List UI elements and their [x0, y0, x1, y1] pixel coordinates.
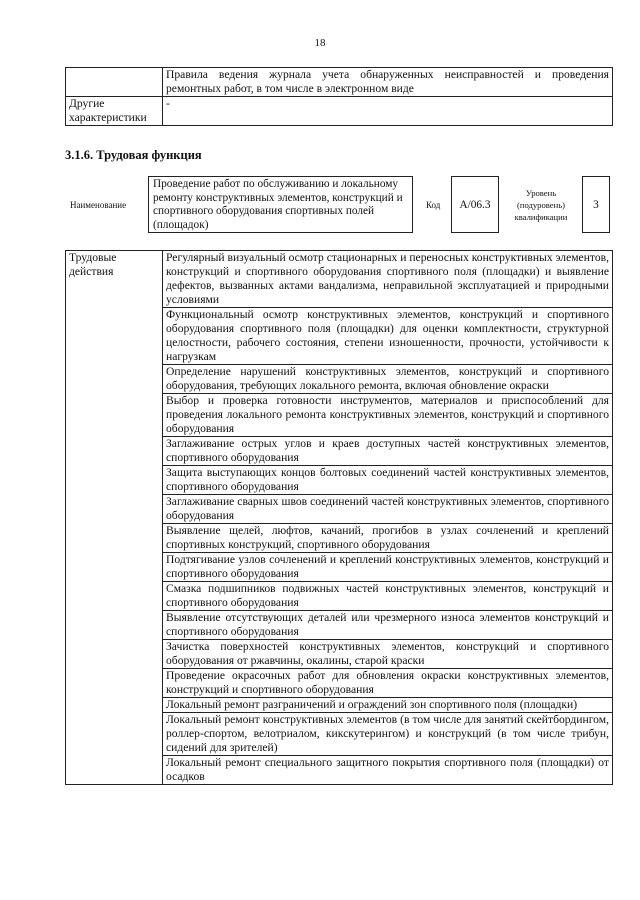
function-code — [451, 176, 499, 233]
function-name: Проведение работ по обслуживанию и локальному ремонту конструктивных элементов, конструкций и спортивного оборудования спортивных полей (площадок) — [148, 176, 413, 233]
table-row — [66, 68, 613, 97]
labor-actions-table — [65, 250, 613, 785]
level-value: 3 — [593, 198, 599, 211]
previous-function-table — [65, 67, 613, 126]
labor-action-item: Выявление отсутствующих деталей или чрезмерного износа элементов конструкций и спортивного оборудования — [163, 611, 613, 640]
page-number: 18 — [314, 37, 326, 49]
qualification-level — [582, 176, 610, 233]
labor-action-item: Выбор и проверка готовности инструментов, материалов и приспособлений для проведения локального ремонта конструктивных элементов, конструкций и спортивного оборудования — [163, 394, 613, 437]
labor-action-item: Выявление щелей, люфтов, качаний, прогибов в узлах сочленений и креплений спортивных конструкций, спортивного оборудования — [163, 524, 613, 553]
code-value: А/06.3 — [459, 198, 491, 211]
name-label: Наименование — [70, 200, 127, 210]
row-value: - — [163, 97, 613, 126]
labor-action-item: Заглаживание острых углов и краев доступных частей конструктивных элементов, спортивного оборудования — [163, 437, 613, 466]
table-row — [66, 97, 613, 126]
code-label: Код — [426, 200, 441, 210]
labor-action-item: Локальный ремонт разграничений и ограждений зон спортивного поля (площадки) — [163, 698, 613, 713]
labor-action-item: Зачистка поверхностей конструктивных элементов, конструкций и спортивного оборудования от ржавчины, окалины, старой краски — [163, 640, 613, 669]
qualification-level-label: Уровень (подуровень) квалификации — [514, 188, 568, 222]
row-value: Правила ведения журнала учета обнаруженных неисправностей и проведения ремонтных работ, в том числе в электронном виде — [163, 68, 613, 97]
labor-action-item: Смазка подшипников подвижных частей конструктивных элементов, конструкций и спортивного оборудования — [163, 582, 613, 611]
labor-actions-label: Трудовые действия — [66, 251, 163, 785]
labor-action-item: Функциональный осмотр конструктивных элементов, конструкций и спортивного оборудования спортивного поля (площадки) для оценки комплектности, структурной целостности, рабочего состояния, степени изношенности, прочности, устойчивости к нагрузкам — [163, 308, 613, 365]
labor-action-item: Защита выступающих концов болтовых соединений частей конструктивных элементов, спортивного оборудования — [163, 466, 613, 495]
table-row — [66, 251, 613, 308]
labor-action-item: Локальный ремонт специального защитного покрытия спортивного поля (площадки) от осадков — [163, 756, 613, 785]
labor-action-item: Заглаживание сварных швов соединений частей конструктивных элементов, спортивного оборудования — [163, 495, 613, 524]
labor-action-item: Определение нарушений конструктивных элементов, конструкций и спортивного оборудования, требующих локального ремонта, включая обновление окраски — [163, 365, 613, 394]
labor-action-item: Подтягивание узлов сочленений и креплений конструктивных элементов, конструкций и спортивного оборудования — [163, 553, 613, 582]
labor-action-item: Регулярный визуальный осмотр стационарных и переносных конструктивных элементов, конструкций и спортивного оборудования спортивного поля (площадки) и выявление дефектов, вызванных актами вандализма, неправильной эксплуатацией и природными условиями — [163, 251, 613, 308]
section-title: 3.1.6. Трудовая функция — [65, 148, 202, 162]
labor-action-item: Проведение окрасочных работ для обновления окраски конструктивных элементов, конструкций и спортивного оборудования — [163, 669, 613, 698]
row-label — [66, 68, 163, 97]
row-label: Другие характеристики — [66, 97, 163, 126]
labor-action-item: Локальный ремонт конструктивных элементов (в том числе для занятий скейтбордингом, роллер-спортом, велотриалом, кикскутерингом) и конструкций (в том числе трибун, сидений для зрителей) — [163, 713, 613, 756]
